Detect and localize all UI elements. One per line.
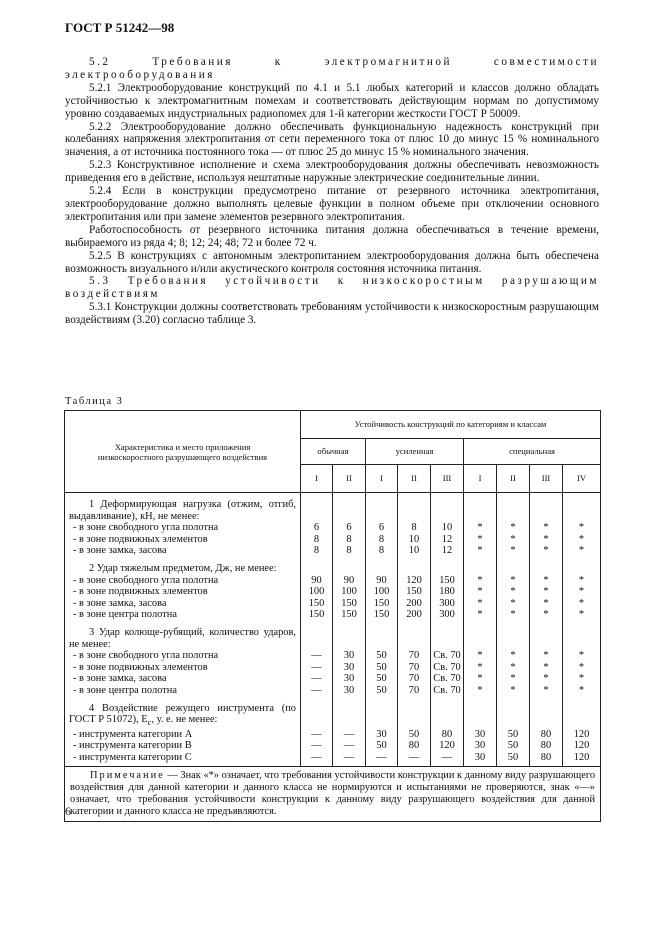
value-cell: 6 [366,522,398,534]
value-cell: * [464,586,497,598]
value-cell: 10 [398,534,431,546]
section-title [65,627,301,650]
value-cell: — [301,650,333,662]
empty-cell [464,563,497,575]
table-row [65,740,601,752]
value-cell: * [563,598,601,610]
empty-cell [497,703,530,729]
value-cell: 50 [366,740,398,752]
row-label-text: - в зоне подвижных элементов [73,586,208,598]
value-cell: 200 [398,609,431,621]
value-cell: * [497,534,530,546]
row-label [65,522,301,534]
value-cell: — [301,752,333,764]
section-title-row [65,627,601,650]
category-header: усиленная [366,439,464,465]
value-cell: 150 [301,598,333,610]
empty-cell [398,563,431,575]
value-cell: — [431,752,464,764]
empty-cell [530,627,563,650]
value-cell: * [464,673,497,685]
row-label [65,650,301,662]
value-cell: * [530,575,563,587]
document-header: ГОСТ Р 51242—98 [65,20,175,35]
page-number: 6 [65,804,71,818]
value-cell: * [464,609,497,621]
value-cell: * [563,534,601,546]
value-cell: — [301,673,333,685]
value-cell: 50 [366,650,398,662]
value-cell: — [333,729,366,741]
row-label-text: - в зоне замка, засова [73,673,167,685]
value-cell: 8 [333,534,366,546]
row-label [65,673,301,685]
empty-cell [497,563,530,575]
row-label-text: - в зоне свободного угла полотна [73,574,219,586]
value-cell: 10 [398,545,431,557]
value-cell: 10 [431,522,464,534]
value-cell: * [530,534,563,546]
section-title [65,563,301,575]
value-cell: 30 [333,662,366,674]
section-title-end: , у. е. не менее: [151,714,218,726]
class-header: I [464,465,497,493]
value-cell: * [497,522,530,534]
empty-cell [563,499,601,522]
category-header: специальная [464,439,601,465]
class-header: III [530,465,563,493]
value-cell: — [301,662,333,674]
empty-cell [431,627,464,650]
category-header: обычная [301,439,366,465]
value-cell: Св. 70 [431,650,464,662]
value-cell: 150 [366,609,398,621]
value-cell: Св. 70 [431,662,464,674]
value-cell: 180 [431,586,464,598]
empty-cell [333,703,366,729]
value-cell: — [301,729,333,741]
section-title-text: 2 Удар тяжелым предметом, Дж, не менее: [89,562,277,574]
value-cell: 90 [333,575,366,587]
value-cell: * [530,545,563,557]
class-header: II [333,465,366,493]
value-cell: 70 [398,685,431,697]
value-cell: — [366,752,398,764]
empty-cell [366,499,398,522]
value-cell: — [333,752,366,764]
value-cell: * [497,650,530,662]
value-cell: Св. 70 [431,685,464,697]
row-label-text: - в зоне свободного угла полотна [73,522,219,534]
empty-cell [366,563,398,575]
value-cell: 8 [366,534,398,546]
section-title-row [65,563,601,575]
group-header: Устойчивость конструкций по категориям и классам [301,411,601,439]
empty-cell [398,499,431,522]
value-cell: * [530,673,563,685]
value-cell: 50 [366,685,398,697]
row-label [65,752,301,764]
value-cell: 120 [431,740,464,752]
value-cell: * [497,575,530,587]
value-cell: 150 [333,609,366,621]
table-row [65,534,601,546]
table-row [65,575,601,587]
value-cell: 150 [398,586,431,598]
empty-cell [366,703,398,729]
value-cell: 90 [366,575,398,587]
value-cell: * [464,598,497,610]
row-label [65,545,301,557]
value-cell: * [563,650,601,662]
value-cell: 80 [530,740,563,752]
column-header-characteristic: Характеристика и место приложения низкоскоростного разрушающего воздействия [65,411,301,493]
row-label-text: - в зоне свободного угла полотна [73,650,219,662]
value-cell: 300 [431,609,464,621]
value-cell: 30 [464,740,497,752]
empty-cell [464,703,497,729]
value-cell: 8 [398,522,431,534]
empty-cell [333,627,366,650]
note-text: — Знак «*» означает, что требования устойчивости конструкции к данному виду разрушающего воздействия для данной категории и данного класса не нормируются и испытаниями не проверяются, знак «—» означает, что требования устойчивости конструкции к данному виду разрушающего воздействия для данной категории и данного класса не предъявляются. [70,770,596,818]
section-heading: 5.3 Требования устойчивости к низкоскоростным разрушающим воздействиям [65,275,599,301]
value-cell: * [563,545,601,557]
empty-cell [301,499,333,522]
row-label-text: - в зоне замка, засова [73,545,167,557]
value-cell: 30 [333,650,366,662]
value-cell: * [530,586,563,598]
row-label [65,609,301,621]
empty-cell [301,563,333,575]
section-title-row [65,499,601,522]
value-cell: — [398,752,431,764]
table-row [65,729,601,741]
section-title-row [65,703,601,729]
value-cell: 90 [301,575,333,587]
paragraph: 5.2.3 Конструктивное исполнение и схема электрооборудования должны обеспечивать невозможность приведения его в действие, используя нештатные наружные электрические соединительные линии. [65,159,599,185]
value-cell: 30 [464,729,497,741]
value-cell: 100 [301,586,333,598]
empty-cell [563,627,601,650]
row-label [65,662,301,674]
value-cell: * [530,522,563,534]
empty-cell [431,499,464,522]
section-title-subscript: c [147,717,152,728]
empty-cell [366,627,398,650]
value-cell: 50 [366,662,398,674]
value-cell: 80 [530,729,563,741]
value-cell: 8 [333,545,366,557]
value-cell: * [530,685,563,697]
value-cell: 70 [398,662,431,674]
empty-cell [333,563,366,575]
empty-cell [530,499,563,522]
value-cell: * [464,650,497,662]
paragraph: 5.2.5 В конструкциях с автономным электропитанием электрооборудования должна быть обеспечена возможность визуального и/или акустического контроля состояния источника питания. [65,249,599,275]
empty-cell [301,703,333,729]
value-cell: 6 [301,522,333,534]
section-title-text: 4 Воздействие режущего инструмента (по ГОСТ Р 51072), E [69,702,296,726]
table-row [65,609,601,621]
value-cell: 12 [431,545,464,557]
value-cell: * [464,545,497,557]
value-cell: 30 [333,685,366,697]
section-title-text: 1 Деформирующая нагрузка (отжим, отгиб, выдавливание), кН, не менее: [69,499,296,522]
paragraph: 5.2.1 Электрооборудование конструкций по 4.1 и 5.1 любых категорий и классов должно обладать устойчивостью к электромагнитным помехам и соответствовать действующим нормам по допустимому уровню создаваемых индустриальных радиопомех для 1-й категории жесткости ГОСТ Р 50009. [65,81,599,120]
class-header: II [398,465,431,493]
table-row [65,673,601,685]
value-cell: 300 [431,598,464,610]
table-row [65,752,601,764]
note-label: Примечание [90,770,165,782]
value-cell: 150 [333,598,366,610]
value-cell: * [530,650,563,662]
value-cell: 150 [301,609,333,621]
value-cell: * [563,662,601,674]
row-label-text: - инструмента категории С [73,751,192,763]
row-label [65,729,301,741]
value-cell: 80 [431,729,464,741]
section-title [65,499,301,522]
value-cell: * [497,673,530,685]
value-cell: * [497,598,530,610]
value-cell: * [530,609,563,621]
value-cell: 8 [301,534,333,546]
value-cell: — [301,685,333,697]
empty-cell [563,563,601,575]
value-cell: 120 [398,575,431,587]
value-cell: * [563,609,601,621]
section-heading: 5.2 Требования к электромагнитной совместимости электрооборудования [65,56,599,81]
value-cell: 120 [563,752,601,764]
row-label-text: - в зоне подвижных элементов [73,533,208,545]
table-row [65,522,601,534]
table-row [65,545,601,557]
row-label [65,534,301,546]
section-title-text: 3 Удар колюще-рубящий, количество ударов, не менее: [69,626,296,650]
class-header: I [366,465,398,493]
paragraph: 5.2.4 Если в конструкции предусмотрено питание от резервного источника электропитания, электрооборудование должно выполнять целевые функции в полном объеме при отключении основного электропитания или при замене элементов резервного электропитания. [65,185,599,223]
value-cell: 50 [497,740,530,752]
class-header: II [497,465,530,493]
row-label [65,598,301,610]
value-cell: 100 [366,586,398,598]
empty-cell [464,627,497,650]
value-cell: 30 [333,673,366,685]
empty-cell [530,703,563,729]
row-label [65,586,301,598]
table-row [65,598,601,610]
value-cell: * [530,598,563,610]
value-cell: 150 [366,598,398,610]
value-cell: 80 [530,752,563,764]
empty-cell [563,703,601,729]
table-caption: Таблица 3 [65,396,124,407]
value-cell: 50 [366,673,398,685]
row-label-text: - в зоне центра полотна [73,609,177,621]
value-cell: * [497,609,530,621]
row-label-text: - в зоне центра полотна [73,684,177,696]
value-cell: * [497,586,530,598]
value-cell: * [563,586,601,598]
value-cell: 8 [366,545,398,557]
value-cell: 12 [431,534,464,546]
value-cell: 120 [563,740,601,752]
row-label [65,740,301,752]
table-row [65,662,601,674]
empty-cell [530,563,563,575]
value-cell: * [464,685,497,697]
value-cell: * [464,575,497,587]
value-cell: Св. 70 [431,673,464,685]
value-cell: 150 [431,575,464,587]
value-cell: * [563,575,601,587]
empty-cell [497,627,530,650]
row-label-text: - в зоне подвижных элементов [73,661,208,673]
table-3 [64,410,600,822]
value-cell: — [333,740,366,752]
value-cell: * [530,662,563,674]
value-cell: 8 [301,545,333,557]
section-title [65,703,301,729]
empty-cell [497,499,530,522]
empty-cell [301,627,333,650]
value-cell: 30 [366,729,398,741]
value-cell: * [497,685,530,697]
class-header: IV [563,465,601,493]
table-row [65,650,601,662]
empty-cell [464,499,497,522]
value-cell: — [301,740,333,752]
value-cell: * [563,673,601,685]
row-label-text: - инструмента категории А [73,728,193,740]
value-cell: * [563,685,601,697]
empty-cell [431,563,464,575]
value-cell: 6 [333,522,366,534]
empty-cell [333,499,366,522]
empty-cell [431,703,464,729]
table-note [65,767,601,822]
value-cell: * [563,522,601,534]
class-header: III [431,465,464,493]
value-cell: 200 [398,598,431,610]
row-label [65,685,301,697]
body-text [65,56,599,327]
paragraph: 5.2.2 Электрооборудование должно обеспечивать функциональную надежность конструкций при колебаниях напряжения электропитания от сети переменного тока от плюс 10 до минус 15 % номинального значения, а от источника постоянного тока — от плюс 25 до минус 15 % номинального значения. [65,120,599,159]
class-header: I [301,465,333,493]
value-cell: 50 [398,729,431,741]
table-row [65,586,601,598]
value-cell: 50 [497,752,530,764]
value-cell: * [464,534,497,546]
value-cell: 70 [398,650,431,662]
value-cell: * [464,662,497,674]
empty-cell [398,703,431,729]
value-cell: 120 [563,729,601,741]
row-label-text: - инструмента категории В [73,740,192,752]
row-label-text: - в зоне замка, засова [73,597,167,609]
value-cell: 70 [398,673,431,685]
paragraph: 5.3.1 Конструкции должны соответствовать требованиям устойчивости к низкоскоростным разрушающим воздействиям (3.20) согласно таблице 3. [65,301,599,327]
value-cell: 50 [497,729,530,741]
value-cell: * [497,662,530,674]
value-cell: * [497,545,530,557]
paragraph: Работоспособность от резервного источника питания должна обеспечиваться в течение времени, выбираемого из ряда 4; 8; 12; 24; 48; 72 и более 72 ч. [65,223,599,249]
value-cell: 30 [464,752,497,764]
value-cell: 80 [398,740,431,752]
value-cell: * [464,522,497,534]
value-cell: 100 [333,586,366,598]
table-row [65,685,601,697]
empty-cell [398,627,431,650]
row-label [65,575,301,587]
